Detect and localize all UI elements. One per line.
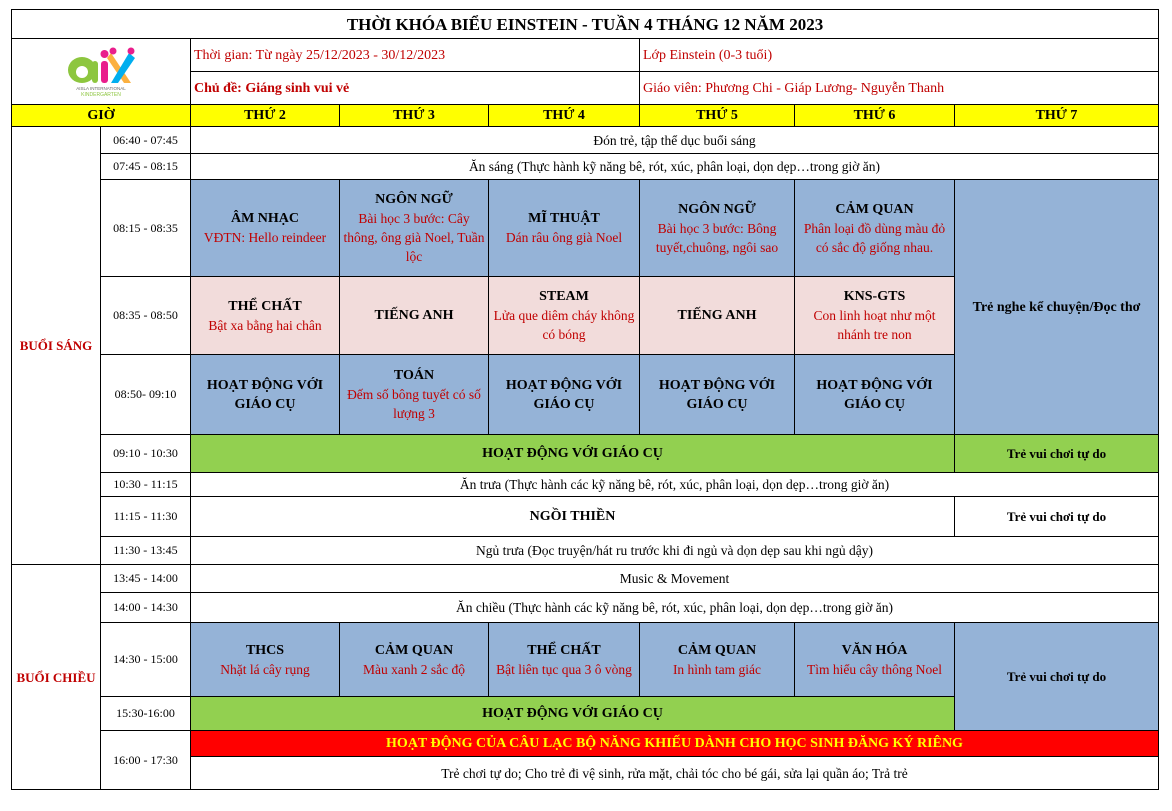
time-slot: 15:30-16:00 — [101, 697, 191, 731]
row-arrival: Đón trẻ, tập thể dục buổi sáng — [191, 127, 1159, 154]
aik-logo-icon — [55, 39, 147, 99]
header-day-wed: THỨ 4 — [489, 105, 640, 127]
time-slot: 08:50- 09:10 — [101, 355, 191, 435]
lesson-subject: CẢM QUAN — [374, 642, 454, 658]
teacher-label: Giáo viên: Phương Chi - Giáp Lương- Nguyễn Thanh — [640, 72, 1159, 105]
lesson-cell — [340, 180, 489, 277]
lesson-subject: HOẠT ĐỘNG VỚI GIÁO CỤ — [206, 377, 324, 412]
lesson-cell — [640, 180, 795, 277]
time-slot: 07:45 - 08:15 — [101, 154, 191, 180]
lesson-desc: Màu xanh 2 sắc độ — [363, 661, 465, 677]
time-slot: 14:30 - 15:00 — [101, 623, 191, 697]
lesson-cell — [795, 277, 955, 355]
lesson-cell — [489, 277, 640, 355]
lesson-subject: MĨ THUẬT — [528, 211, 600, 226]
lesson-desc: Bật xa bằng hai chân — [208, 317, 322, 333]
lesson-desc: Con linh hoạt như một nhánh tre non — [813, 308, 936, 342]
sat-free-play: Trẻ vui chơi tự do — [955, 435, 1159, 473]
sat-free-play: Trẻ vui chơi tự do — [955, 497, 1159, 537]
lesson-cell — [489, 355, 640, 435]
lesson-desc: Phân loại đồ dùng màu đỏ có sắc độ giống nhau. — [803, 220, 946, 255]
class-label: Lớp Einstein (0-3 tuổi) — [640, 39, 1159, 72]
sat-storytime: Trẻ nghe kể chuyện/Đọc thơ — [955, 180, 1159, 435]
time-slot: 06:40 - 07:45 — [101, 127, 191, 154]
page-title: THỜI KHÓA BIỂU EINSTEIN - TUẦN 4 THÁNG 12 NĂM 2023 — [12, 10, 1159, 39]
header-day-sat: THỨ 7 — [955, 105, 1159, 127]
lesson-cell — [795, 623, 955, 697]
lesson-subject: HOẠT ĐỘNG VỚI GIÁO CỤ — [505, 377, 623, 412]
lesson-desc: In hình tam giác — [672, 661, 762, 677]
row-nap: Ngủ trưa (Đọc truyện/hát ru trước khi đi ngủ và dọn dẹp sau khi ngủ dậy) — [191, 537, 1159, 565]
logo-subtitle-2: KINDERGARTEN — [81, 92, 121, 98]
lesson-cell — [795, 180, 955, 277]
lesson-desc: VĐTN: Hello reindeer — [203, 230, 327, 245]
header-day-fri: THỨ 6 — [795, 105, 955, 127]
lesson-cell — [191, 180, 340, 277]
row-music: Music & Movement — [191, 565, 1159, 593]
lesson-cell — [191, 623, 340, 697]
lesson-subject: NGÔN NGỮ — [375, 192, 453, 207]
time-slot: 10:30 - 11:15 — [101, 473, 191, 497]
lesson-cell — [340, 623, 489, 697]
theme-label: Chủ đề: Giáng sinh vui vẻ — [191, 72, 640, 105]
lesson-subject: VĂN HÓA — [841, 642, 908, 658]
lesson-subject: CẢM QUAN — [677, 642, 757, 658]
row-materials-activity: HOẠT ĐỘNG VỚI GIÁO CỤ — [191, 435, 955, 473]
lesson-desc: Dán râu ông già Noel — [505, 230, 623, 245]
row-pickup: Trẻ chơi tự do; Cho trẻ đi vệ sinh, rửa mặt, chải tóc cho bé gái, sửa lại quần áo; Trả trẻ — [191, 757, 1159, 790]
time-slot: 16:00 - 17:30 — [101, 731, 191, 790]
logo-subtitle-1: AISLA INTERNATIONAL — [76, 86, 126, 91]
time-slot: 08:35 - 08:50 — [101, 277, 191, 355]
lesson-subject: THỂ CHẤT — [228, 298, 302, 314]
header-day-tue: THỨ 3 — [340, 105, 489, 127]
schedule-table — [11, 9, 1159, 790]
logo — [12, 39, 191, 105]
time-slot: 09:10 - 10:30 — [101, 435, 191, 473]
time-slot: 11:15 - 11:30 — [101, 497, 191, 537]
time-slot: 08:15 - 08:35 — [101, 180, 191, 277]
time-slot: 13:45 - 14:00 — [101, 565, 191, 593]
lesson-subject: TOÁN — [393, 368, 435, 383]
lesson-cell — [640, 355, 795, 435]
schedule-sheet — [11, 9, 1159, 790]
lesson-subject: CẢM QUAN — [835, 201, 914, 217]
row-club-activity: HOẠT ĐỘNG CỦA CÂU LẠC BỘ NĂNG KHIẾU DÀNH CHO HỌC SINH ĐĂNG KÝ RIÊNG — [191, 731, 1159, 757]
time-slot: 14:00 - 14:30 — [101, 593, 191, 623]
row-breakfast: Ăn sáng (Thực hành kỹ năng bê, rót, xúc, phân loại, dọn dẹp…trong giờ ăn) — [191, 154, 1159, 180]
lesson-cell — [340, 355, 489, 435]
lesson-desc: Bài học 3 bước: Bông tuyết,chuông, ngôi sao — [655, 220, 779, 255]
time-slot: 11:30 - 13:45 — [101, 537, 191, 565]
row-materials-activity-afternoon: HOẠT ĐỘNG VỚI GIÁO CỤ — [191, 697, 955, 731]
lesson-subject: STEAM — [539, 289, 589, 304]
lesson-subject: TIẾNG ANH — [677, 308, 757, 323]
lesson-desc: Bài học 3 bước: Cây thông, ông già Noel, Tuần lộc — [343, 211, 485, 264]
lesson-cell — [640, 623, 795, 697]
lesson-subject: ÂM NHẠC — [230, 211, 300, 226]
lesson-desc: Tìm hiểu cây thông Noel — [807, 661, 942, 677]
lesson-cell — [191, 355, 340, 435]
lesson-subject: THCS — [245, 642, 285, 658]
lesson-desc: Nhặt lá cây rụng — [220, 661, 310, 677]
lesson-desc: Đếm số bông tuyết có số lượng 3 — [347, 387, 481, 421]
lesson-subject: NGÔN NGỮ — [678, 201, 756, 217]
lesson-cell — [489, 623, 640, 697]
lesson-subject: HOẠT ĐỘNG VỚI GIÁO CỤ — [816, 377, 933, 412]
sat-free-play: Trẻ vui chơi tự do — [955, 623, 1159, 731]
row-meditation: NGỒI THIỀN — [191, 497, 955, 537]
session-morning: BUỔI SÁNG — [12, 127, 101, 565]
lesson-subject: THỂ CHẤT — [527, 642, 601, 658]
lesson-cell — [489, 180, 640, 277]
lesson-desc: Bật liên tục qua 3 ô vòng — [496, 661, 632, 677]
lesson-subject: TIẾNG ANH — [374, 308, 454, 323]
header-day-thu: THỨ 5 — [640, 105, 795, 127]
lesson-subject: HOẠT ĐỘNG VỚI GIÁO CỤ — [658, 377, 776, 412]
lesson-cell — [340, 277, 489, 355]
lesson-subject: KNS-GTS — [843, 289, 906, 304]
lesson-cell — [191, 277, 340, 355]
row-afternoon-snack: Ăn chiều (Thực hành các kỹ năng bê, rót, xúc, phân loại, dọn dẹp…trong giờ ăn) — [191, 593, 1159, 623]
header-gio: GIỜ — [12, 105, 191, 127]
lesson-desc: Lửa que diêm cháy không có bóng — [493, 308, 635, 342]
row-lunch: Ăn trưa (Thực hành các kỹ năng bê, rót, xúc, phân loại, dọn dẹp…trong giờ ăn) — [191, 473, 1159, 497]
header-day-mon: THỨ 2 — [191, 105, 340, 127]
time-range-label: Thời gian: Từ ngày 25/12/2023 - 30/12/2023 — [191, 39, 640, 72]
lesson-cell — [640, 277, 795, 355]
session-afternoon: BUỔI CHIỀU — [12, 565, 101, 790]
lesson-cell — [795, 355, 955, 435]
